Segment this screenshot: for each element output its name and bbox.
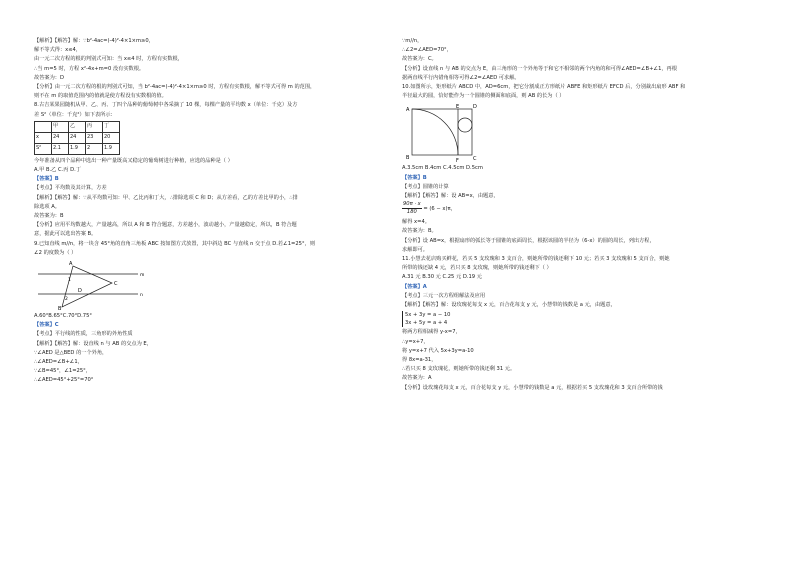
text-line: 【考点】圆锥的计算 [402,183,449,190]
text-line: 将两方程相减得 y-x=7， [402,329,461,336]
table-cell: 1.9 [103,143,120,154]
table-cell: 丁 [103,121,120,132]
question-10: 10.如图所示，矩形纸片 ABCD 中，AD=6cm，把它分割成正方形纸片 ABFE 和矩形纸片 EFCD 后，分别裁出扇形 ABF 和 [402,84,686,91]
table-cell: 甲 [52,121,69,132]
triangle-parallel-lines-figure [38,260,148,310]
answer-label: 【答案】B [34,176,59,183]
text-line: 所带的钱还缺 4 元，若只买 8 支玫瑰，则她所带的钱还剩下（ ） [402,265,552,272]
text-line: 【分析】设 AB=x，根据扇形的弧长等于圆锥的底面周长，根据该圆的半径为（6-x）的圆的周长，列出方程， [402,237,655,244]
variance-table [34,121,120,155]
text-line: 故答案为：B [34,213,64,220]
table-row [35,132,120,143]
text-line: 得 8x=a-31， [402,357,437,364]
text-line: 【考点】三元一次方程组解法及应用 [402,292,486,299]
question-8: 8.古吉某果园随机从甲、乙、丙、丁四个品种的葡萄树中各采摘了 10 棵，每棵产量的平均数 x（单位：千克）及方 [34,102,298,109]
table-cell: 24 [52,132,69,143]
table-row [35,121,120,132]
table-cell: 2.1 [52,143,69,154]
table-cell: 2 [86,143,103,154]
text-line: 故答案为：D [34,74,64,81]
text-line: ∴∠2=∠AED=70°， [402,47,452,54]
label-d: D [78,288,82,295]
text-line: 【考点】平行线的性质，三角形的外角性质 [34,331,133,338]
text-line: 今年准备从四个品种中选出一种产量既高又稳定的葡萄树进行种植，应选的品种是（ ） [34,157,233,164]
table-cell: 24 [69,132,86,143]
label-a: A [69,261,73,268]
text-line: 由一元二次方程的根的判别式可知：当 x≤4 时，方程有实数根， [34,56,183,63]
table-cell: 丙 [86,121,103,132]
table-cell: S² [35,143,52,154]
text-line: 半径最大的圆，恰好能作为一个圆锥的侧面和底面，则 AB 的长为（ ） [402,93,565,100]
text-line: 【解析】【解答】解：设玫瑰花每支 x 元，百合花每支 y 元，小慧带的钱数是 a 元，由题意， [402,302,616,309]
fraction [402,201,422,216]
text-line: 【分析】设玫瑰花每支 x 元，百合花每支 y 元，小慧带的钱数是 a 元，根据若买 5 支玫瑰花和 3 支百合所带的钱 [402,384,663,391]
table-cell: 20 [103,132,120,143]
options-line: A.60°B.65°C.70°D.75° [34,313,93,320]
text-line: 据两直线平行内错角相等可得∠2=∠AED 可求解。 [402,74,520,81]
label-b: B [406,155,410,162]
text-line: 【解析】【解答】解：∵从平均数可知：甲、乙比丙和丁大，∴排除选项 C 和 D；从方差看，乙的方差比甲的小，∴排 [34,194,298,201]
options-line: A.3.5cm B.4cm C.4.5cm D.5cm [402,165,483,172]
rectangle-sector-circle-figure [406,103,486,163]
text-line: ∴当 m=5 时，方程 x²-4x+m=0 没有实数根。 [34,65,145,72]
text-line: 【解析】【解答】解：∵b²-4ac=(-4)²-4×1×m≥0， [34,38,154,44]
table-cell: 1.9 [69,143,86,154]
options-line: A.31 元 B.30 元 C.25 元 D.19 元 [402,274,482,281]
equation: 5x + 3y = a − 10 [405,312,451,319]
left-column [34,37,390,386]
text-line: 【分析】应用平均数越大，产量越高，所以 A 和 B 符合题意，方差越小，波动越小，产量越稳定，所以，B 符合题 [34,222,297,229]
angle-2-label: 2 [65,297,68,303]
angle-1-label: 1 [68,278,71,284]
text-line: 【解析】【解答】解：设直线 n 与 AB 的交点为 E， [34,340,152,347]
line-m-label: m [140,273,145,279]
table-cell: x [35,132,52,143]
text-line: ∴若只买 8 支玫瑰花，则她所带的钱还剩 31 元。 [402,366,516,373]
fraction-equation [402,201,764,218]
answer-label: 【答案】B [402,174,427,181]
label-a: A [406,107,410,114]
text-line: 【考点】平均数及其计算，方差 [34,185,107,192]
text-line: ∴∠AED=∠B+∠1， [34,359,83,366]
text-line: 【分析】设直线 n 与 AB 的交点为 E，由三角形的一个外角等于和它不相邻的两个内角的和可得∠AED=∠B+∠1，再根 [402,65,677,72]
table-cell: 23 [86,132,103,143]
text-line: ∴y=x+7， [402,338,429,345]
text-line: 差 S²（单位：千克²）如下表所示： [34,111,116,118]
text-line: 【解析】【解答】解：设 AB=x，由题意， [402,193,499,200]
label-c: C [473,156,477,163]
label-c: C [114,281,118,288]
text-line: 【分析】由一元二次方程的根的判别式可知，当 b²-4ac=(-4)²-4×1×m≥0 时，方程有实数根，解不等式可得 m 的范围， [34,84,316,91]
text-line: ∠2 的度数为（ ） [34,249,77,256]
text-line: ∵m//n， [402,38,423,44]
text-line: 解不等式得：x≤4， [34,47,82,54]
line-n-label: n [140,293,143,299]
text-line: 意，据此可以选出答案 B。 [34,231,97,238]
options-line: A.甲 B.乙 C.丙 D.丁 [34,167,81,174]
table-cell: 乙 [69,121,86,132]
label-d: D [473,104,477,111]
fraction-denominator: 180 [406,209,417,216]
text-line: 故答案为：C。 [402,56,437,63]
text-line: ∵∠B=45°，∠1=25°， [34,368,91,375]
label-e: E [456,104,460,111]
text-line: ∴∠AED=45°+25°=70° [34,377,94,384]
text-line: 故答案为：B。 [402,228,437,235]
text-line: 求解即可。 [402,246,428,253]
text-line: 故答案为：A [402,375,432,382]
table-row [35,143,120,154]
right-column [402,37,764,393]
text-line: 则不在 m 的取值范围内的值就是使方程没有实数根的值。 [34,93,167,100]
equation: 3x + 5y = a + 4 [405,320,448,327]
text-line: 除选项 A。 [34,203,60,210]
fraction-numerator: 90π · x [403,201,421,208]
text-line: ∵∠AED 是△BED 的一个外角， [34,349,108,356]
answer-label: 【答案】C [34,322,59,329]
table-cell [35,121,52,132]
question-11: 11.小慧去花店购买鲜花，若买 5 支玫瑰和 3 支百合，则她所带的钱还剩下 10 元；若买 3 支玫瑰和 5 支百合，则她 [402,256,670,263]
equation-rest: = (6 − x)π， [423,206,456,213]
label-f: F [456,158,459,164]
text-line: 将 y=x+7 代入 5x+3y=a-10 [402,347,474,354]
question-9: 9.已知直线 m//n，将一块含 45°角的直角三角板 ABC 按如图方式放置，其中斜边 BC 与直线 n 交于点 D.若∠1=25°，则 [34,240,315,247]
label-b: B [58,306,62,311]
answer-label: 【答案】A [402,283,427,290]
text-line: 解得 x=4。 [402,219,430,226]
equation-system [402,311,450,327]
